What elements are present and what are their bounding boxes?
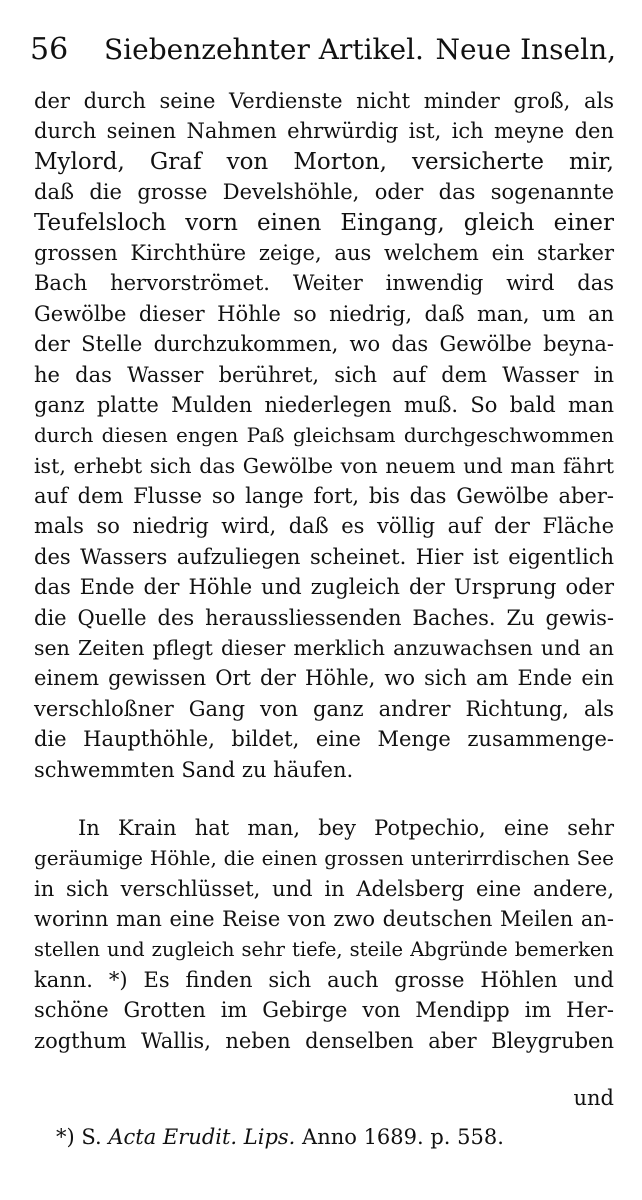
text-line: einem gewissen Ort der Höhle, wo sich am Ende ein — [34, 666, 614, 691]
text-line: auf dem Flusse so lange fort, bis das Gewölbe aber- — [34, 484, 614, 509]
text-line: der durch seine Verdienste nicht minder groß, als — [34, 89, 614, 113]
body-text — [34, 86, 614, 1056]
text-line: daß die grosse Develshöhle, oder das sogenannte — [34, 180, 614, 205]
catchword: und — [573, 1086, 614, 1110]
text-line: in sich verschlüsset, und in Adelsberg eine andere, — [34, 876, 614, 901]
text-line: durch seinen Nahmen ehrwürdig ist, ich meyne den — [34, 119, 614, 144]
text-line: geräumige Höhle, die einen grossen unterirrdischen See — [34, 846, 614, 871]
text-line: das Ende der Höhle und zugleich der Ursprung oder — [34, 575, 614, 600]
text-line: worinn man eine Reise von zwo deutschen Meilen an- — [34, 907, 614, 932]
text-line: Gewölbe dieser Höhle so niedrig, daß man, um an — [34, 301, 614, 326]
text-line: stellen und zugleich sehr tiefe, steile Abgründe bemerken — [34, 937, 614, 961]
text-line: zogthum Wallis, neben denselben aber Bleygruben — [34, 1028, 614, 1053]
text-line: ganz platte Mulden niederlegen muß. So bald man — [34, 392, 614, 417]
text-line: ist, erhebt sich das Gewölbe von neuem und man fährt — [34, 453, 614, 478]
text-line: die Haupthöhle, bildet, eine Menge zusammenge- — [34, 727, 614, 752]
page-number: 56 — [30, 32, 69, 67]
text-line: he das Wasser berühret, sich auf dem Wasser in — [34, 362, 614, 387]
text-line: mals so niedrig wird, daß es völlig auf der Fläche — [34, 514, 614, 539]
text-line: schöne Grotten im Gebirge von Mendipp im Her- — [34, 998, 614, 1023]
text-line: Mylord, Graf von Morton, versicherte mir, — [34, 148, 614, 175]
footnote — [56, 1122, 616, 1152]
footnote-marker: *) S. — [56, 1125, 102, 1149]
text-line: Teufelsloch vorn einen Eingang, gleich einer — [34, 209, 614, 236]
text-line: sen Zeiten pflegt dieser merklich anzuwachsen und an — [34, 636, 614, 661]
text-line: durch diesen engen Paß gleichsam durchgeschwommen — [34, 423, 614, 448]
text-line: schwemmten Sand zu häufen. — [34, 757, 354, 782]
paragraph-gap — [34, 785, 614, 813]
text-line: In Krain hat man, bey Potpechio, eine sehr — [78, 815, 614, 840]
text-line: des Wassers aufzuliegen scheinet. Hier ist eigentlich — [34, 544, 614, 569]
running-topic: Neue Inseln, — [435, 33, 616, 66]
text-line: grossen Kirchthüre zeige, aus welchem ein starker — [34, 240, 614, 265]
text-line: der Stelle durchzukommen, wo das Gewölbe beyna- — [34, 332, 614, 357]
text-line: verschloßner Gang von ganz andrer Richtung, als — [34, 696, 614, 721]
footnote-reference: Anno 1689. p. 558. — [302, 1125, 504, 1149]
text-line: die Quelle des heraussliessenden Baches. Zu gewis- — [34, 605, 614, 630]
article-title: Siebenzehnter Artikel. — [104, 33, 424, 66]
text-line: kann. *) Es finden sich auch grosse Höhlen und — [34, 967, 614, 992]
running-head — [30, 28, 616, 72]
footnote-source: Acta Erudit. Lips. — [108, 1125, 296, 1149]
text-line: Bach hervorströmet. Weiter inwendig wird das — [34, 271, 614, 296]
